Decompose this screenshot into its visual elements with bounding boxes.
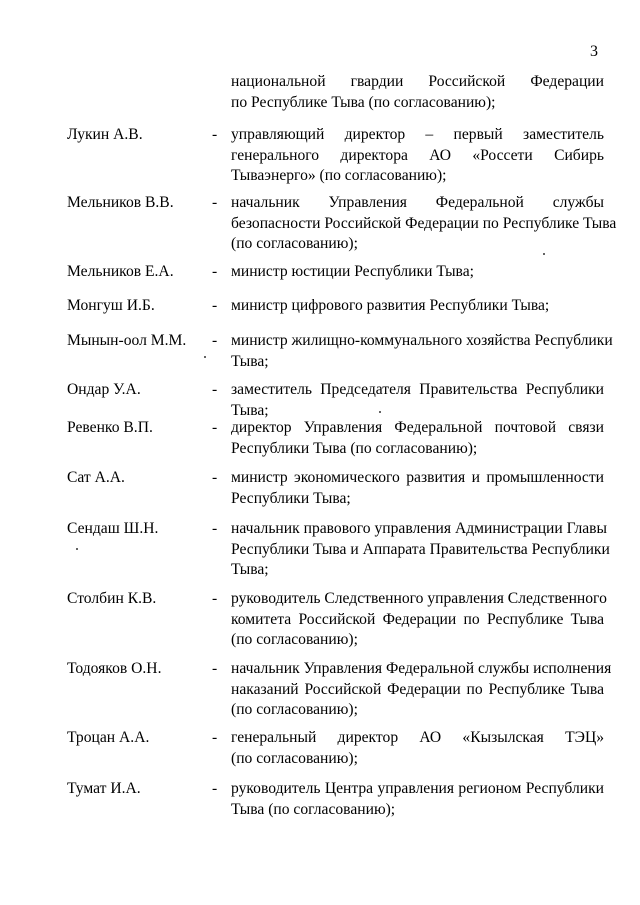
member-name: Монгуш И.Б. [67,297,155,314]
position-line: Тываэнерго» (по согласованию); [231,167,447,184]
member-name: Ондар У.А. [67,381,141,398]
position-line: министр цифрового развития Республики Тыва; [231,297,550,314]
scan-speck [543,253,545,255]
dash-separator: - [212,381,218,398]
position-line: национальной гвардии Российской Федерации [231,73,604,90]
dash-separator: - [212,332,218,349]
dash-separator: - [212,126,218,143]
dash-separator: - [212,469,218,486]
position-line: безопасности Российской Федерации по Республике Тыва [231,214,617,232]
member-position [231,728,604,769]
member-position [231,659,612,721]
position-line: Тыва (по согласованию); [231,800,396,818]
dash-separator: - [212,297,218,314]
position-line: (по согласованию); [231,631,358,648]
position-line: комитета Российской Федерации по Республике Тыва [231,610,604,628]
position-line: начальник Управления Федеральной службы [231,194,604,211]
position-line: (по согласованию); [231,749,358,767]
member-name: Тодояков О.Н. [67,660,162,677]
position-line: наказаний Российской Федерации по Республике Тыва [231,680,604,698]
position-line: Тыва; [231,401,269,419]
member-position [231,331,613,372]
dash-separator: - [212,263,218,280]
dash-separator: - [212,660,218,677]
position-line: начальник Управления Федеральной службы исполнения [231,660,612,677]
member-name: Лукин А.В. [67,126,143,143]
position-line: генерального директора АО «Россети Сибирь [231,146,604,164]
dash-separator: - [212,590,218,607]
position-line: Республики Тыва; [231,489,351,507]
member-position [231,380,604,421]
position-line: (по согласованию); [231,235,358,252]
position-line: министр экономического развития и промышленности [231,469,604,486]
dash-separator: - [212,520,218,537]
member-name: Тумат И.А. [67,780,141,797]
member-position [231,262,604,283]
position-line: заместитель Председателя Правительства Республики [231,381,604,398]
member-position [231,72,604,113]
position-line: министр юстиции Республики Тыва; [231,263,474,280]
position-line: руководитель Центра управления регионом Республики [231,780,604,797]
position-line: директор Управления Федеральной почтовой связи [231,419,604,436]
position-line: Тыва; [231,352,269,370]
member-name: Столбин К.В. [67,590,157,607]
member-name: Мельников Е.А. [67,263,174,280]
member-name: Мынын-оол М.М. [67,332,187,349]
member-position [231,779,604,820]
member-position [231,418,604,459]
scan-speck [379,411,381,413]
position-line: по Республике Тыва (по согласованию); [231,93,496,111]
member-position [231,296,604,317]
member-position [231,589,607,651]
member-name: Мельников В.В. [67,194,174,211]
member-name: Ревенко В.П. [67,419,153,436]
dash-separator: - [212,729,218,746]
position-line: Республики Тыва (по согласованию); [231,439,478,457]
scan-speck [204,356,206,358]
position-line: (по согласованию); [231,701,358,718]
page-number: 3 [590,43,598,60]
position-line: руководитель Следственного управления Следственного [231,590,607,607]
position-line: генеральный директор АО «Кызылская ТЭЦ» [231,729,604,746]
position-line: Республики Тыва и Аппарата Правительства Республики [231,540,610,558]
member-position [231,193,617,255]
position-line: Тыва; [231,561,269,578]
dash-separator: - [212,780,218,797]
position-line: управляющий директор – первый заместитель [231,126,604,143]
member-name: Сат А.А. [67,469,125,486]
member-name: Троцан А.А. [67,729,150,746]
position-line: начальник правового управления Администрации Главы [231,520,608,537]
member-position [231,468,604,509]
member-name: Сендаш Ш.Н. [67,520,159,537]
position-line: министр жилищно-коммунального хозяйства Республики [231,332,613,349]
dash-separator: - [212,419,218,436]
member-position [231,519,610,581]
dash-separator: - [212,194,218,211]
member-position [231,125,604,187]
scan-speck [76,548,78,550]
